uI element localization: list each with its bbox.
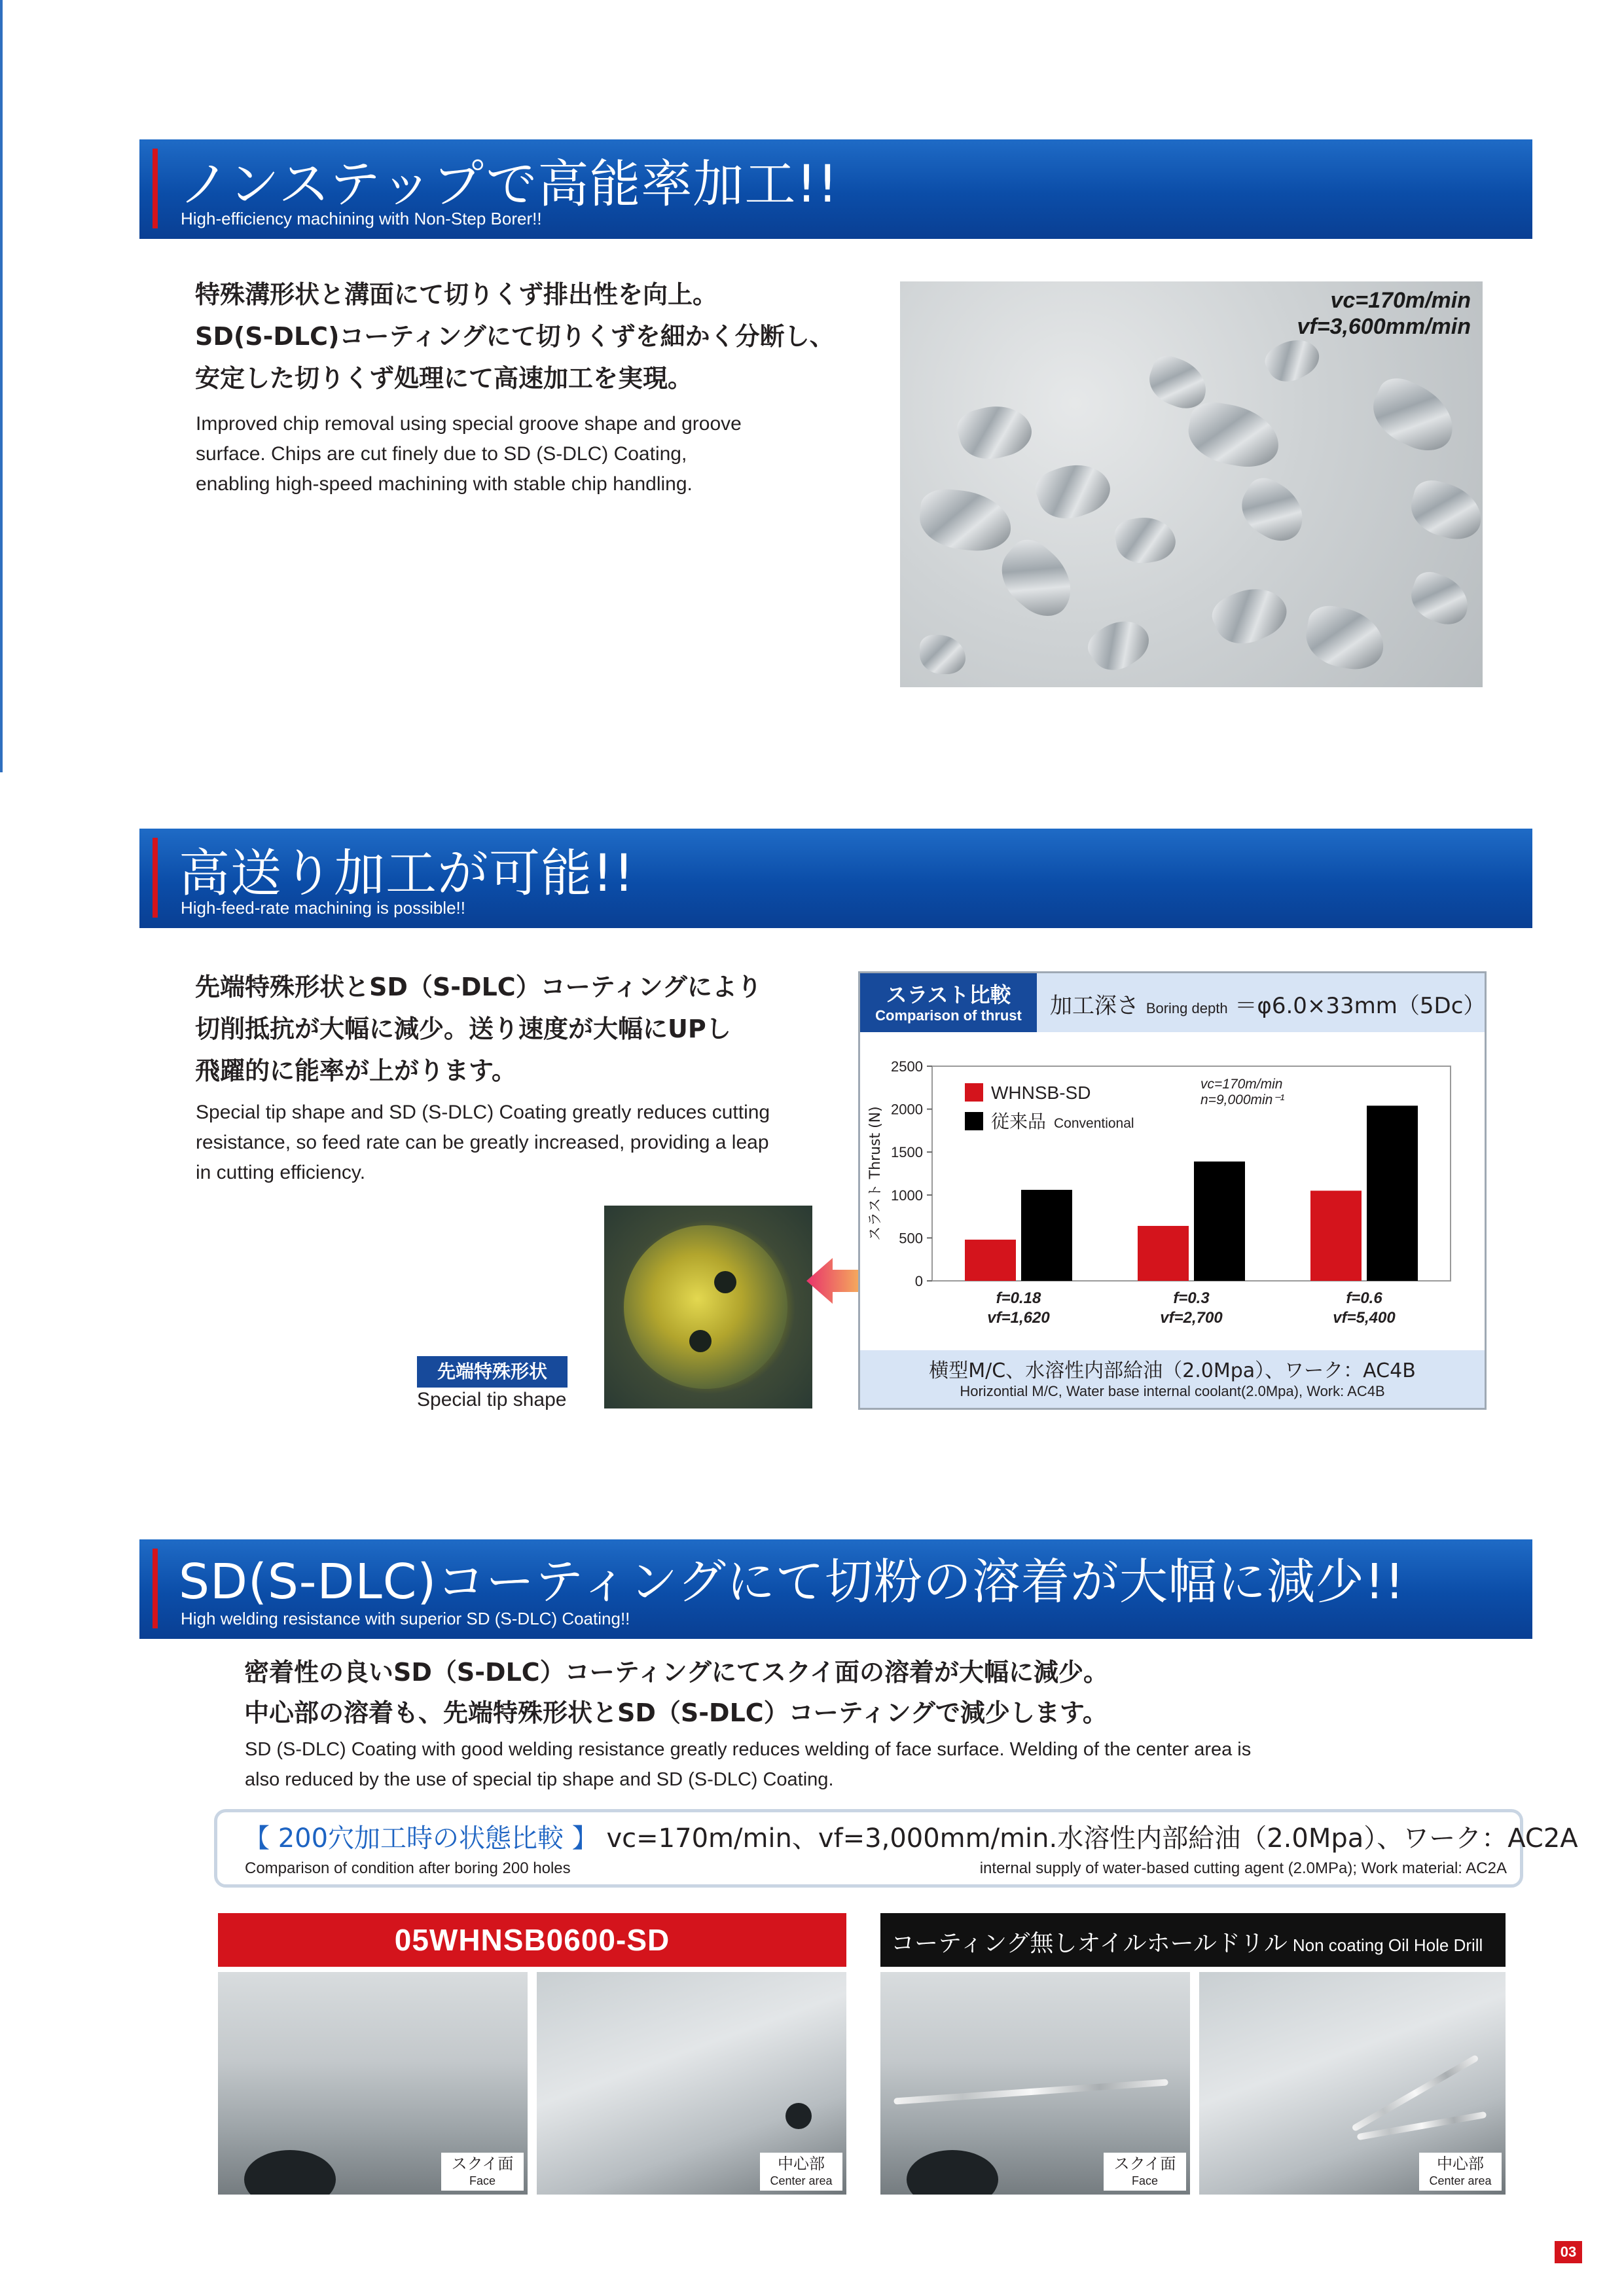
body-line: surface. Chips are cut finely due to SD (S-DLC) Coating, <box>196 443 687 465</box>
lead-line: 中心部の溶着も、先端特殊形状とSD（S-DLC）コーティングで減少します。 <box>244 1698 1108 1727</box>
y-axis-label: スラスト Thrust (N) <box>867 1106 884 1241</box>
x-tick-label: f=0.6 <box>1346 1289 1382 1307</box>
x-tick-label: f=0.3 <box>1173 1289 1210 1307</box>
y-tick-label: 1500 <box>891 1144 923 1161</box>
face-tag: スクイ面 Face <box>1104 2153 1186 2191</box>
section1-subtitle: High-efficiency machining with Non-Step Borer!! <box>181 209 542 228</box>
banner-red-bar <box>153 1549 158 1628</box>
chart-cond-n: n=9,000min⁻¹ <box>1200 1092 1285 1107</box>
section3-body <box>245 1734 1251 1795</box>
noncoat-title-en: Non coating Oil Hole Drill <box>1292 1935 1483 1955</box>
condition-box <box>214 1809 1578 1888</box>
lead-line: 密着性の良いSD（S-DLC）コーティングにてスクイ面の溶着が大幅に減少。 <box>244 1658 1108 1687</box>
legend-label-whnsb: WHNSB-SD <box>991 1083 1091 1103</box>
section2-subtitle: High-feed-rate machining is possible!! <box>181 898 465 918</box>
legend-label-conventional-en: Conventional <box>1054 1116 1134 1131</box>
bar-whnsb <box>1138 1226 1189 1281</box>
center-tag: 中心部 Center area <box>1419 2153 1502 2191</box>
page-number: 03 <box>1555 2241 1582 2263</box>
chart-tag-en: Comparison of thrust <box>875 1007 1022 1024</box>
bar-conventional <box>1021 1190 1072 1281</box>
x-tick-label: vf=1,620 <box>987 1309 1050 1327</box>
bar-whnsb <box>965 1240 1016 1281</box>
lead-line: 先端特殊形状とSD（S-DLC）コーティングにより <box>195 973 762 1001</box>
chips-photo <box>900 281 1483 687</box>
lead-line: SD(S-DLC)コーティングにて切りくずを細かく分断し、 <box>195 322 835 351</box>
x-tick-label: f=0.18 <box>996 1289 1041 1307</box>
noncoat-title-jp: コーティング無しオイルホールドリル <box>891 1930 1288 1957</box>
section1-lead <box>195 274 835 399</box>
legend-swatch-conventional <box>965 1112 983 1130</box>
y-tick-label: 500 <box>899 1230 923 1247</box>
left-edge-rule <box>0 0 3 772</box>
section3-banner <box>139 1539 1532 1639</box>
x-tick-label: vf=5,400 <box>1333 1309 1396 1327</box>
face-tag: スクイ面 Face <box>441 2153 524 2191</box>
body-line: Special tip shape and SD (S-DLC) Coating greatly reduces cutting <box>196 1102 770 1123</box>
body-line: also reduced by the use of special tip shape and SD (S-DLC) Coating. <box>245 1769 834 1790</box>
banner-red-bar <box>153 838 158 918</box>
y-tick-label: 0 <box>914 1273 923 1289</box>
body-line: in cutting efficiency. <box>196 1162 366 1183</box>
section2-title: 高送り加工が可能!! <box>179 844 635 903</box>
body-line: Improved chip removal using special groove shape and groove <box>196 413 742 435</box>
section1-banner <box>139 139 1532 239</box>
chart-footer <box>860 1350 1485 1408</box>
legend-swatch-whnsb <box>965 1083 983 1102</box>
sd-panel-title: 05WHNSB0600-SD <box>218 1913 846 1967</box>
x-tick-label: vf=2,700 <box>1160 1309 1223 1327</box>
lead-line: 飛躍的に能率が上がります。 <box>195 1056 516 1085</box>
depth-value: ＝φ6.0×33mm（5Dc） <box>1235 993 1486 1019</box>
noncoat-panel-title <box>880 1913 1506 1967</box>
tip-photo <box>604 1206 812 1408</box>
body-line: resistance, so feed rate can be greatly increased, providing a leap <box>196 1132 769 1153</box>
tip-label-en: Special tip shape <box>417 1389 567 1410</box>
noncoat-face-photo <box>880 1972 1190 2195</box>
chart-tag-jp: スラスト比較 <box>886 982 1011 1007</box>
chart-tag <box>860 973 1037 1032</box>
section2-lead <box>195 966 762 1092</box>
depth-label-jp: 加工深さ <box>1050 993 1139 1019</box>
condition-values: vc=170m/min、vf=3,000mm/min.水溶性内部給油（2.0Mpa）、ワーク：AC2A <box>606 1823 1578 1854</box>
body-line: SD (S-DLC) Coating with good welding resistance greatly reduces welding of face surface. Welding of the center area is <box>245 1739 1252 1760</box>
sd-center-photo <box>537 1972 846 2195</box>
depth-label-en: Boring depth <box>1146 1000 1228 1016</box>
section3-subtitle: High welding resistance with superior SD (S-DLC) Coating!! <box>181 1609 630 1628</box>
section3-title: SD(S-DLC)コーティングにて切粉の溶着が大幅に減少!! <box>179 1554 1405 1610</box>
lead-line: 切削抵抗が大幅に減少。送り速度が大幅にUPし <box>195 1014 731 1043</box>
tip-label: 先端特殊形状 <box>417 1356 568 1388</box>
chart-footer-en: Horizontial M/C, Water base internal coolant(2.0Mpa), Work: AC4B <box>960 1383 1385 1399</box>
condition-en-right: internal supply of water-based cutting agent (2.0MPa); Work material: AC2A <box>979 1859 1507 1877</box>
thrust-chart <box>860 1032 1485 1350</box>
lead-line: 安定した切りくず処理にて高速加工を実現。 <box>195 364 693 393</box>
condition-heading <box>244 1818 1578 1855</box>
y-tick-label: 1000 <box>891 1187 923 1204</box>
boring-depth <box>1050 988 1485 1020</box>
noncoat-center-photo <box>1199 1972 1506 2195</box>
bar-whnsb <box>1310 1191 1362 1281</box>
section1-body <box>196 409 742 499</box>
photo-vc: vc=170m/min <box>1330 288 1471 313</box>
section2-body <box>196 1098 770 1188</box>
y-tick-label: 2500 <box>891 1058 923 1075</box>
section2-banner <box>139 829 1532 928</box>
chart-cond-vc: vc=170m/min <box>1200 1077 1283 1092</box>
center-tag: 中心部 Center area <box>760 2153 842 2191</box>
condition-en-left: Comparison of condition after boring 200 holes <box>245 1859 571 1877</box>
bar-conventional <box>1367 1105 1418 1281</box>
photo-vf: vf=3,600mm/min <box>1297 314 1471 339</box>
body-line: enabling high-speed machining with stable chip handling. <box>196 473 693 495</box>
sd-face-photo <box>218 1972 528 2195</box>
banner-red-bar <box>153 149 158 228</box>
thrust-chart-box <box>858 971 1487 1410</box>
legend-label-conventional-jp: 従来品 <box>991 1111 1047 1132</box>
section3-lead <box>244 1652 1108 1733</box>
chart-header <box>860 973 1485 1032</box>
bar-conventional <box>1194 1162 1245 1281</box>
chart-footer-jp: 横型M/C、水溶性内部給油（2.0Mpa）、ワーク：AC4B <box>929 1359 1416 1382</box>
y-tick-label: 2000 <box>891 1101 923 1118</box>
lead-line: 特殊溝形状と溝面にて切りくず排出性を向上。 <box>195 280 718 309</box>
section1-title: ノンステップで高能率加工!! <box>179 155 839 214</box>
condition-bracket-title: 【 200穴加工時の状態比較 】 <box>244 1823 598 1854</box>
